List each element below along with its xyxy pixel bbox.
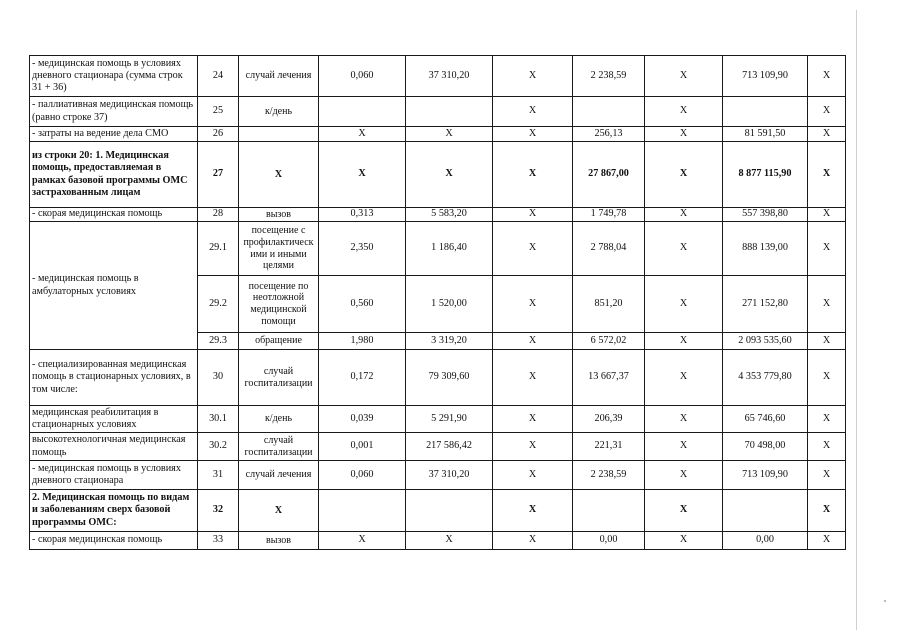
row-name: медицинская реабилитация в стационарных условиях bbox=[30, 406, 198, 433]
cell-value bbox=[406, 490, 493, 532]
cell-value: 70 498,00 bbox=[723, 433, 808, 461]
table-row bbox=[30, 142, 846, 208]
row-number: 27 bbox=[198, 142, 239, 208]
row-number: 26 bbox=[198, 127, 239, 142]
table-row bbox=[30, 490, 846, 532]
row-unit: вызов bbox=[239, 532, 319, 550]
cell-value: 37 310,20 bbox=[406, 461, 493, 490]
table-row bbox=[30, 350, 846, 406]
cell-value: X bbox=[645, 461, 723, 490]
cell-value: X bbox=[493, 97, 573, 127]
cell-value: X bbox=[808, 56, 846, 97]
table-row bbox=[30, 208, 846, 222]
cell-value bbox=[573, 490, 645, 532]
cell-value: X bbox=[645, 127, 723, 142]
row-number: 30 bbox=[198, 350, 239, 406]
row-unit: случай лечения bbox=[239, 461, 319, 490]
cell-value: 888 139,00 bbox=[723, 222, 808, 276]
cell-value: X bbox=[808, 142, 846, 208]
table-row bbox=[30, 461, 846, 490]
cell-value: X bbox=[808, 490, 846, 532]
cell-value: X bbox=[645, 142, 723, 208]
table-row bbox=[30, 406, 846, 433]
row-unit: случай госпитализации bbox=[239, 433, 319, 461]
cell-value: 0,560 bbox=[319, 276, 406, 333]
omc-financing-table bbox=[29, 55, 846, 550]
cell-value: 8 877 115,90 bbox=[723, 142, 808, 208]
cell-value: X bbox=[493, 127, 573, 142]
row-number: 32 bbox=[198, 490, 239, 532]
row-name: 2. Медицинская помощь по видам и заболеваниям сверх базовой программы ОМС: bbox=[30, 490, 198, 532]
row-unit: X bbox=[239, 142, 319, 208]
cell-value: 2 238,59 bbox=[573, 461, 645, 490]
cell-value: 217 586,42 bbox=[406, 433, 493, 461]
cell-value: 37 310,20 bbox=[406, 56, 493, 97]
row-number: 30.2 bbox=[198, 433, 239, 461]
row-number: 25 bbox=[198, 97, 239, 127]
cell-value: 851,20 bbox=[573, 276, 645, 333]
cell-value: X bbox=[808, 97, 846, 127]
cell-value: X bbox=[808, 333, 846, 350]
cell-value: X bbox=[808, 350, 846, 406]
cell-value: 13 667,37 bbox=[573, 350, 645, 406]
cell-value: X bbox=[406, 532, 493, 550]
row-name: высокотехнологичная медицинская помощь bbox=[30, 433, 198, 461]
row-name: - специализированная медицинская помощь в стационарных условиях, в том числе: bbox=[30, 350, 198, 406]
cell-value: 6 572,02 bbox=[573, 333, 645, 350]
row-number: 31 bbox=[198, 461, 239, 490]
cell-value: X bbox=[808, 532, 846, 550]
row-unit: случай госпитализации bbox=[239, 350, 319, 406]
row-number: 29.3 bbox=[198, 333, 239, 350]
cell-value: X bbox=[645, 222, 723, 276]
cell-value: X bbox=[645, 350, 723, 406]
cell-value: 256,13 bbox=[573, 127, 645, 142]
cell-value: X bbox=[645, 406, 723, 433]
cell-value: X bbox=[808, 406, 846, 433]
cell-value bbox=[723, 490, 808, 532]
cell-value: X bbox=[645, 532, 723, 550]
cell-value: X bbox=[808, 127, 846, 142]
row-unit: вызов bbox=[239, 208, 319, 222]
row-name: - медицинская помощь в условиях дневного стационара bbox=[30, 461, 198, 490]
cell-value: 0,039 bbox=[319, 406, 406, 433]
table-row bbox=[30, 222, 846, 276]
cell-value: X bbox=[493, 208, 573, 222]
cell-value: X bbox=[645, 276, 723, 333]
row-number: 28 bbox=[198, 208, 239, 222]
cell-value: X bbox=[493, 56, 573, 97]
cell-value: X bbox=[319, 532, 406, 550]
row-number: 29.1 bbox=[198, 222, 239, 276]
row-unit: к/день bbox=[239, 97, 319, 127]
cell-value: X bbox=[808, 461, 846, 490]
cell-value: 1 186,40 bbox=[406, 222, 493, 276]
row-number: 24 bbox=[198, 56, 239, 97]
cell-value: X bbox=[493, 276, 573, 333]
cell-value: X bbox=[319, 127, 406, 142]
row-unit: посещение по неотложной медицинской помощи bbox=[239, 276, 319, 333]
table-row bbox=[30, 532, 846, 550]
cell-value: 0,00 bbox=[723, 532, 808, 550]
cell-value: X bbox=[319, 142, 406, 208]
cell-value: 0,060 bbox=[319, 461, 406, 490]
cell-value: X bbox=[808, 433, 846, 461]
cell-value: 27 867,00 bbox=[573, 142, 645, 208]
cell-value: X bbox=[493, 490, 573, 532]
scan-speck bbox=[884, 600, 886, 602]
row-name: - скорая медицинская помощь bbox=[30, 532, 198, 550]
cell-value: 5 583,20 bbox=[406, 208, 493, 222]
cell-value bbox=[723, 97, 808, 127]
cell-value: 0,00 bbox=[573, 532, 645, 550]
row-unit bbox=[239, 127, 319, 142]
cell-value: X bbox=[493, 142, 573, 208]
row-name: - паллиативная медицинская помощь (равно строке 37) bbox=[30, 97, 198, 127]
cell-value: 65 746,60 bbox=[723, 406, 808, 433]
page-edge-line bbox=[856, 10, 857, 630]
cell-value: 2 238,59 bbox=[573, 56, 645, 97]
cell-value: X bbox=[808, 276, 846, 333]
row-name: - медицинская помощь в условиях дневного стационара (сумма строк 31 + 36) bbox=[30, 56, 198, 97]
cell-value bbox=[406, 97, 493, 127]
cell-value: X bbox=[645, 333, 723, 350]
row-unit: обращение bbox=[239, 333, 319, 350]
cell-value: X bbox=[493, 350, 573, 406]
row-name: - медицинская помощь в амбулаторных условиях bbox=[30, 222, 198, 350]
cell-value: 3 319,20 bbox=[406, 333, 493, 350]
cell-value: X bbox=[493, 532, 573, 550]
cell-value: X bbox=[493, 406, 573, 433]
table-row bbox=[30, 56, 846, 97]
cell-value: 5 291,90 bbox=[406, 406, 493, 433]
cell-value: 81 591,50 bbox=[723, 127, 808, 142]
cell-value: X bbox=[645, 56, 723, 97]
cell-value: X bbox=[645, 97, 723, 127]
cell-value: 0,001 bbox=[319, 433, 406, 461]
cell-value: 713 109,90 bbox=[723, 56, 808, 97]
cell-value: 1 520,00 bbox=[406, 276, 493, 333]
cell-value: 557 398,80 bbox=[723, 208, 808, 222]
row-number: 30.1 bbox=[198, 406, 239, 433]
row-name: из строки 20: 1. Медицинская помощь, предоставляемая в рамках базовой программы ОМС застрахованным лицам bbox=[30, 142, 198, 208]
cell-value: 206,39 bbox=[573, 406, 645, 433]
cell-value: X bbox=[645, 433, 723, 461]
row-name: - скорая медицинская помощь bbox=[30, 208, 198, 222]
table-row bbox=[30, 97, 846, 127]
cell-value: X bbox=[645, 490, 723, 532]
cell-value: 271 152,80 bbox=[723, 276, 808, 333]
cell-value: X bbox=[493, 222, 573, 276]
row-number: 29.2 bbox=[198, 276, 239, 333]
row-name: - затраты на ведение дела СМО bbox=[30, 127, 198, 142]
cell-value bbox=[319, 97, 406, 127]
cell-value: 4 353 779,80 bbox=[723, 350, 808, 406]
row-unit: посещение с профилактическ ими и иными целями bbox=[239, 222, 319, 276]
cell-value: 221,31 bbox=[573, 433, 645, 461]
row-number: 33 bbox=[198, 532, 239, 550]
cell-value bbox=[319, 490, 406, 532]
cell-value: X bbox=[406, 142, 493, 208]
cell-value: 0,172 bbox=[319, 350, 406, 406]
table-row bbox=[30, 433, 846, 461]
cell-value: X bbox=[493, 461, 573, 490]
cell-value: 2 093 535,60 bbox=[723, 333, 808, 350]
cell-value: X bbox=[808, 208, 846, 222]
cell-value: X bbox=[406, 127, 493, 142]
cell-value: 79 309,60 bbox=[406, 350, 493, 406]
cell-value: X bbox=[493, 333, 573, 350]
cell-value: 1,980 bbox=[319, 333, 406, 350]
cell-value: 2 788,04 bbox=[573, 222, 645, 276]
cell-value: 2,350 bbox=[319, 222, 406, 276]
cell-value: 1 749,78 bbox=[573, 208, 645, 222]
cell-value bbox=[573, 97, 645, 127]
cell-value: 0,060 bbox=[319, 56, 406, 97]
cell-value: 713 109,90 bbox=[723, 461, 808, 490]
cell-value: 0,313 bbox=[319, 208, 406, 222]
cell-value: X bbox=[808, 222, 846, 276]
table-row bbox=[30, 127, 846, 142]
row-unit: случай лечения bbox=[239, 56, 319, 97]
row-unit: к/день bbox=[239, 406, 319, 433]
cell-value: X bbox=[493, 433, 573, 461]
cell-value: X bbox=[645, 208, 723, 222]
row-unit: X bbox=[239, 490, 319, 532]
